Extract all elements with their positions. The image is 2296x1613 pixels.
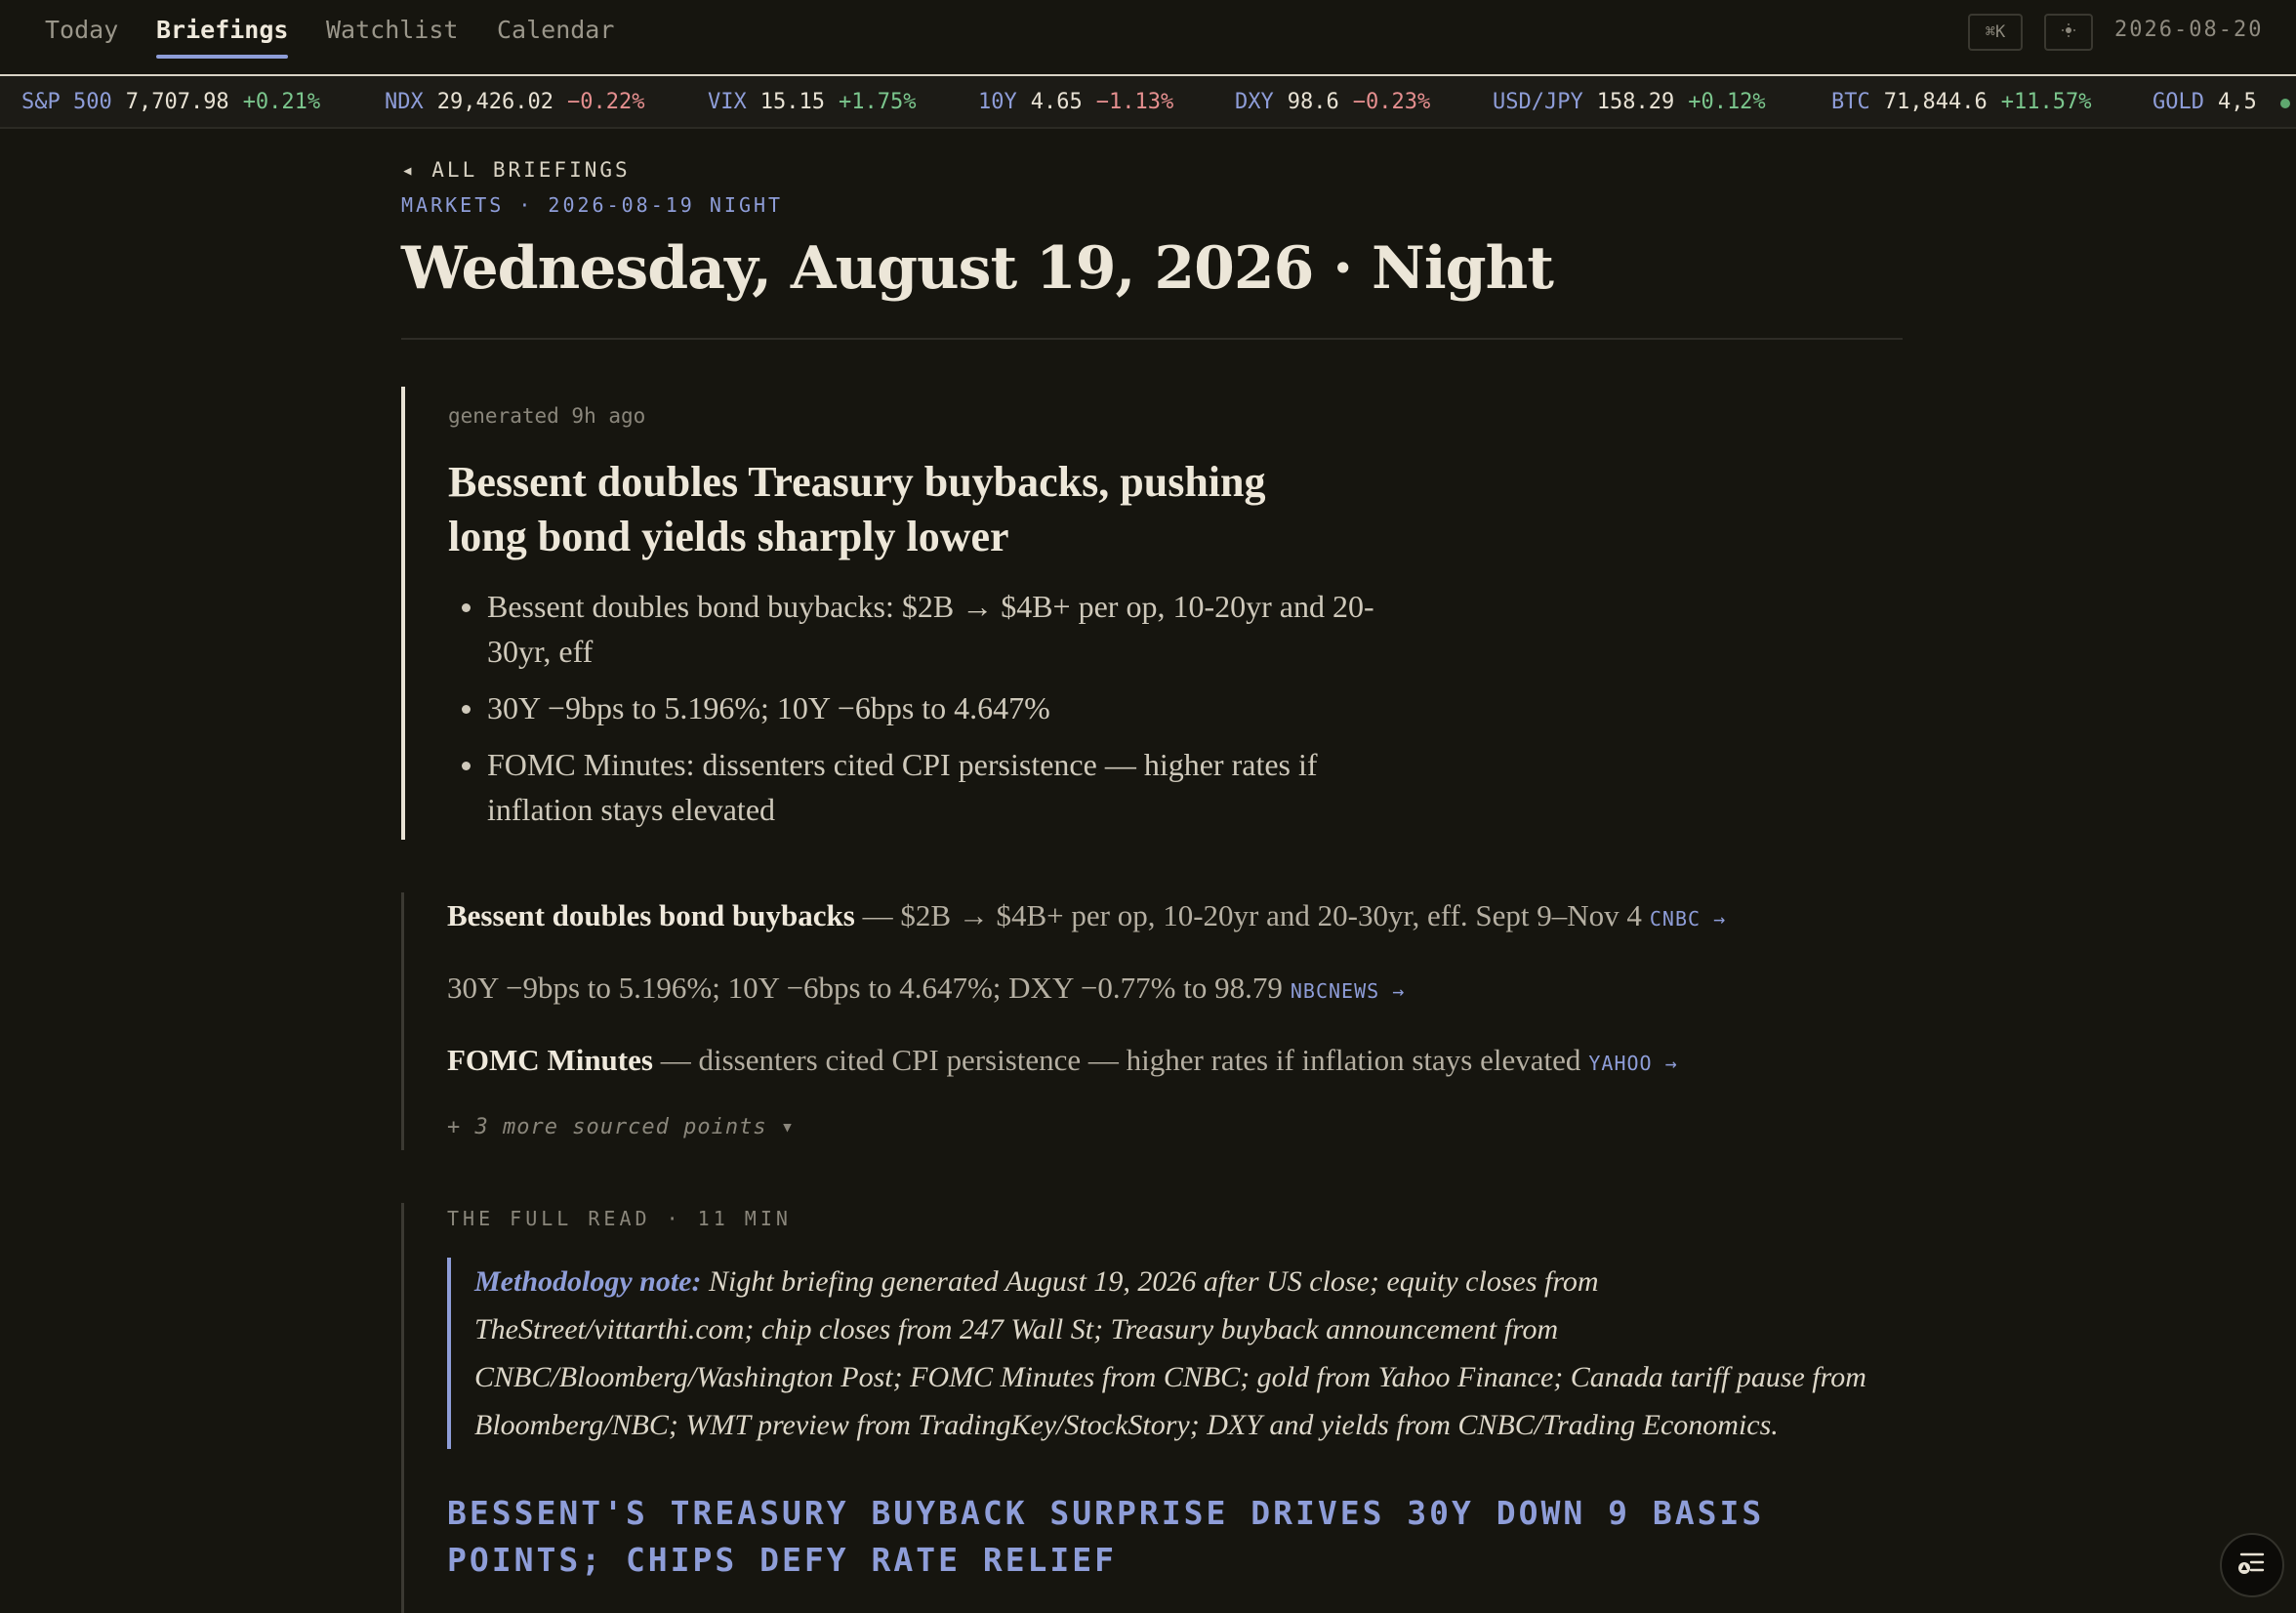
ticker-value: 29,426.02 xyxy=(436,90,554,114)
ticker-change: +0.12% xyxy=(1688,90,1766,114)
ticker-value: 71,844.6 xyxy=(1883,90,1988,114)
summary-bullet: FOMC Minutes: dissenters cited CPI persistence — higher rates if inflation stays elevated xyxy=(448,742,1414,832)
generated-timestamp: generated 9h ago xyxy=(448,404,646,428)
summary-bullet: Bessent doubles bond buybacks: $2B → $4B+ per op, 10-20yr and 20-30yr, eff xyxy=(448,584,1414,674)
summary-bullets xyxy=(448,584,1414,844)
ticker-item[interactable] xyxy=(21,90,320,114)
ticker-value: 98.6 xyxy=(1287,90,1339,114)
sourced-point xyxy=(447,898,1726,933)
sun-icon xyxy=(2062,22,2075,42)
ticker-value: 15.15 xyxy=(759,90,825,114)
point-lead: Bessent doubles bond buybacks xyxy=(447,898,855,932)
ticker-symbol: 10Y xyxy=(978,90,1017,114)
summary-headline: Bessent doubles Treasury buybacks, pushing long bond yields sharply lower xyxy=(448,458,1266,560)
command-palette-button[interactable]: ⌘K xyxy=(1968,14,2023,51)
ticker-symbol: GOLD xyxy=(2152,90,2204,114)
current-date: 2026-08-20 xyxy=(2114,18,2264,42)
ticker-item[interactable] xyxy=(1493,90,1766,114)
ticker-item[interactable] xyxy=(385,90,644,114)
methodology-note xyxy=(447,1258,1872,1449)
sourced-point xyxy=(447,971,1405,1006)
page-title: Wednesday, August 19, 2026 · Night xyxy=(401,234,1553,303)
tab-today[interactable]: Today xyxy=(45,16,119,44)
point-lead: FOMC Minutes xyxy=(447,1043,653,1077)
summary-card xyxy=(401,387,1436,840)
ticker-symbol: BTC xyxy=(1831,90,1870,114)
ticker-symbol: S&P 500 xyxy=(21,90,112,114)
ticker-item[interactable] xyxy=(978,90,1173,114)
ticker-symbol: USD/JPY xyxy=(1493,90,1583,114)
full-read-section xyxy=(401,1203,1905,1613)
methodology-text: Night briefing generated August 19, 2026 after US close; equity closes from TheStreet/vittarthi.com; chip closes from 247 Wall St; Treasury buyback announcement from CNBC/Bloomberg/Washington Post; FOMC Minutes from CNBC; gold from Yahoo Finance; Canada tariff pause from Bloomberg/NBC; WMT preview from TradingKey/StockStory; DXY and yields from CNBC/Trading Economics. xyxy=(474,1265,1866,1441)
point-text: — $2B → $4B+ per op, 10-20yr and 20-30yr, eff. Sept 9–Nov 4 xyxy=(854,898,1642,932)
ticker-value: 158.29 xyxy=(1596,90,1675,114)
source-link[interactable]: YAHOO → xyxy=(1588,1052,1678,1075)
ticker-value: 7,707.98 xyxy=(125,90,229,114)
ticker-change: −0.22% xyxy=(566,90,645,114)
point-text: 30Y −9bps to 5.196%; 10Y −6bps to 4.647%; DXY −0.77% to 98.79 xyxy=(447,971,1283,1005)
source-link[interactable]: NBCNEWS → xyxy=(1290,979,1406,1003)
ticker-item[interactable] xyxy=(1831,90,2091,114)
section-heading: BESSENT'S TREASURY BUYBACK SURPRISE DRIVES 30Y DOWN 9 BASIS POINTS; CHIPS DEFY RATE RELIEF xyxy=(447,1494,1765,1579)
ticker-symbol: NDX xyxy=(385,90,424,114)
sourced-points xyxy=(401,892,1905,1150)
source-link[interactable]: CNBC → xyxy=(1649,907,1727,931)
ticker-symbol: DXY xyxy=(1235,90,1274,114)
ticker-symbol: VIX xyxy=(708,90,747,114)
summary-bullet: 30Y −9bps to 5.196%; 10Y −6bps to 4.647% xyxy=(448,685,1414,730)
table-of-contents-button[interactable] xyxy=(2220,1533,2284,1597)
tab-briefings[interactable]: Briefings xyxy=(156,16,288,59)
sourced-point xyxy=(447,1043,1678,1078)
point-text: — dissenters cited CPI persistence — higher rates if inflation stays elevated xyxy=(652,1043,1581,1077)
methodology-label: Methodology note: xyxy=(474,1265,702,1298)
briefing-kicker: MARKETS · 2026-08-19 NIGHT xyxy=(401,193,784,217)
ticker-change: −1.13% xyxy=(1095,90,1174,114)
market-ticker xyxy=(0,76,2296,129)
ticker-value: 4,5 xyxy=(2217,90,2257,114)
live-indicator-dot xyxy=(2280,99,2290,108)
tab-calendar[interactable]: Calendar xyxy=(497,16,615,44)
theme-toggle-button[interactable] xyxy=(2044,14,2093,51)
full-read-label: THE FULL READ · 11 MIN xyxy=(447,1207,792,1230)
title-divider xyxy=(401,338,1903,340)
table-of-contents-icon xyxy=(2235,1550,2269,1582)
ticker-value: 4.65 xyxy=(1030,90,1083,114)
ticker-item[interactable] xyxy=(708,90,916,114)
ticker-change: −0.23% xyxy=(1352,90,1431,114)
ticker-change: +11.57% xyxy=(2000,90,2092,114)
all-briefings-link[interactable]: ◂ ALL BRIEFINGS xyxy=(401,158,631,182)
top-nav xyxy=(0,0,2296,76)
ticker-change: +0.21% xyxy=(242,90,321,114)
ticker-item[interactable] xyxy=(2152,90,2258,114)
more-sourced-points-toggle[interactable]: + 3 more sourced points ▾ xyxy=(447,1115,796,1139)
ticker-change: +1.75% xyxy=(838,90,917,114)
tab-watchlist[interactable]: Watchlist xyxy=(326,16,459,44)
ticker-item[interactable] xyxy=(1235,90,1430,114)
